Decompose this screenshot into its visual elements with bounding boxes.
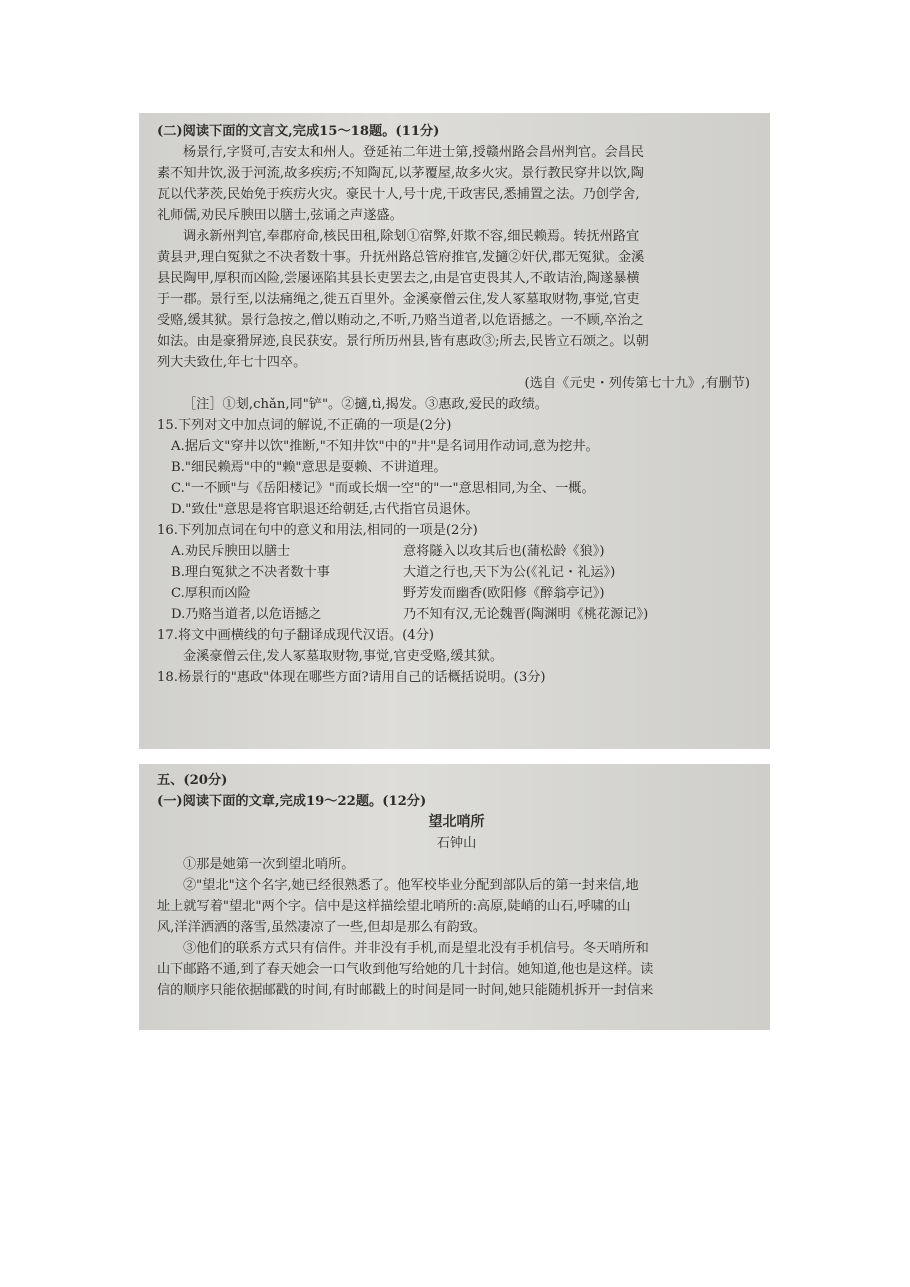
question-15-option: D."致仕"意思是将官职退还给朝廷,古代指官员退休。 xyxy=(171,502,479,517)
passage-line: 列大夫致仕,年七十四卒。 xyxy=(157,355,307,370)
option-left: C.厚积而凶险 xyxy=(171,586,251,601)
question-17-sentence: 金溪豪僧云住,发人冢墓取财物,事觉,官吏受赂,缓其狱。 xyxy=(183,649,504,664)
passage-line: 礼师儒,劝民斥腴田以膳士,弦诵之声遂盛。 xyxy=(157,208,403,223)
option-left: D.乃赂当道者,以危语撼之 xyxy=(171,607,322,622)
question-16-option xyxy=(157,604,756,625)
question-15-option: B."细民赖焉"中的"赖"意思是耍赖、不讲道理。 xyxy=(171,460,447,475)
option-right: 大道之行也,天下为公(《礼记・礼运》) xyxy=(403,565,616,580)
question-15-option: C."一不顾"与《岳阳楼记》"而或长烟一空"的"一"意思相同,为全、一概。 xyxy=(171,481,595,496)
passage-line: 黄县尹,理白冤狱之不决者数十事。升抚州路总管府推官,发擿②奸伏,郡无冤狱。金溪 xyxy=(157,250,645,265)
passage-line: 如法。由是豪猾屏迹,良民获安。景行所历州县,皆有惠政③;所去,民皆立石颂之。以朝 xyxy=(157,334,649,349)
section-heading: 五、(20分) xyxy=(157,773,228,788)
sub-section-heading: (一)阅读下面的文章,完成19～22题。(12分) xyxy=(157,794,427,809)
passage-line: 瓦以代茅茨,民始免于疾疠火灾。豪民十人,号十虎,干政害民,悉捕置之法。乃创学舍, xyxy=(157,187,640,202)
article-paragraph-line: 信的顺序只能依据邮戳的时间,有时邮戳上的时间是同一时间,她只能随机拆开一封信来 xyxy=(157,983,654,998)
article-paragraph: ②"望北"这个名字,她已经很熟悉了。他军校毕业分配到部队后的第一封来信,地 xyxy=(183,878,639,893)
question-18-stem: 18.杨景行的"惠政"体现在哪些方面?请用自己的话概括说明。(3分) xyxy=(157,670,546,685)
exam-page-photo-top xyxy=(139,113,770,749)
passage-line: 受赂,缓其狱。景行急按之,僧以贿动之,不听,乃赂当道者,以危语撼之。一不顾,卒治之 xyxy=(157,313,644,328)
question-16-option xyxy=(157,562,756,583)
passage-line: 县民陶甲,厚积而凶险,尝屡诬陷其县长吏罢去之,由是官吏畏其人,不敢诘治,陶遂暴横 xyxy=(157,271,640,286)
option-left: A.劝民斥腴田以膳士 xyxy=(171,544,291,559)
article-paragraph: ①那是她第一次到望北哨所。 xyxy=(183,857,355,872)
question-16-stem: 16.下列加点词在句中的意义和用法,相同的一项是(2分) xyxy=(157,523,478,538)
passage-line: 杨景行,字贤可,吉安太和州人。登延祐二年进士第,授赣州路会昌州判官。会昌民 xyxy=(183,145,644,160)
option-right: 乃不知有汉,无论魏晋(陶渊明《桃花源记》) xyxy=(403,607,649,622)
exam-page-photo-bottom xyxy=(139,764,770,1030)
section-heading: (二)阅读下面的文言文,完成15～18题。(11分) xyxy=(157,124,440,139)
source-citation: (选自《元史・列传第七十九》,有删节) xyxy=(524,376,750,391)
article-author: 石钟山 xyxy=(436,836,477,851)
option-right: 野芳发而幽香(欧阳修《醉翁亭记》) xyxy=(403,586,605,601)
question-16-option xyxy=(157,583,756,604)
option-right: 意将隧入以攻其后也(蒲松龄《狼》) xyxy=(403,544,605,559)
article-paragraph: ③他们的联系方式只有信件。并非没有手机,而是望北没有手机信号。冬天哨所和 xyxy=(183,941,649,956)
passage-line: 素不知井饮,汲于河流,故多疾疠;不知陶瓦,以茅覆屋,故多火灾。景行教民穿井以饮,陶 xyxy=(157,166,644,181)
passage-line: 于一郡。景行至,以法痛绳之,徙五百里外。金溪豪僧云住,发人冢墓取财物,事觉,官吏 xyxy=(157,292,640,307)
option-left: B.理白冤狱之不决者数十事 xyxy=(171,565,330,580)
article-title: 望北哨所 xyxy=(428,814,485,830)
article-paragraph-line: 山下邮路不通,到了春天她会一口气收到他写给她的几十封信。她知道,他也是这样。读 xyxy=(157,962,654,977)
passage-line: 调永新州判官,奉郡府命,核民田租,除刬①宿弊,奸欺不容,细民赖焉。转抚州路宜 xyxy=(183,229,640,244)
article-paragraph-line: 风,洋洋洒洒的落雪,虽然凄凉了一些,但却是那么有韵致。 xyxy=(157,920,487,935)
article-paragraph-line: 址上就写着"望北"两个字。信中是这样描绘望北哨所的:高原,陡峭的山石,呼啸的山 xyxy=(157,899,631,914)
question-16-option xyxy=(157,541,756,562)
question-17-stem: 17.将文中画横线的句子翻译成现代汉语。(4分) xyxy=(157,628,435,643)
question-15-option: A.据后文"穿井以饮"推断,"不知井饮"中的"井"是名词用作动词,意为挖井。 xyxy=(171,439,599,454)
footnote: ［注］①刬,chǎn,同"铲"。②擿,tì,揭发。③惠政,爱民的政绩。 xyxy=(183,397,548,412)
question-15-stem: 15.下列对文中加点词的解说,不正确的一项是(2分) xyxy=(157,418,452,433)
